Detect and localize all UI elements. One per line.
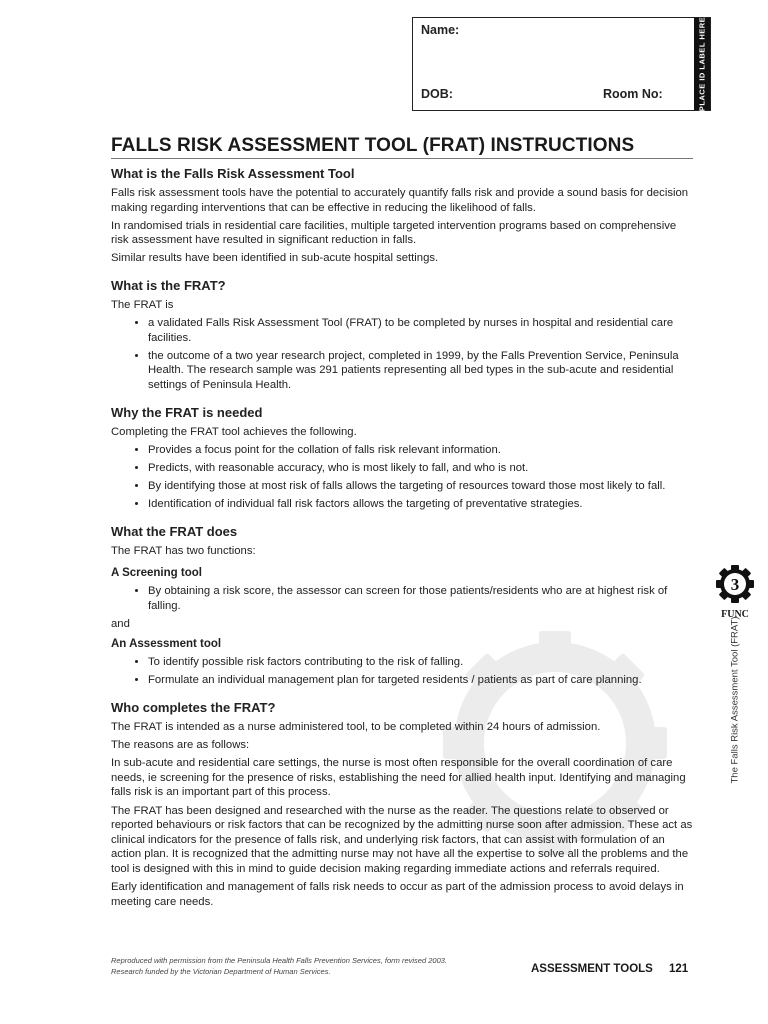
paragraph: The FRAT is intended as a nurse administered tool, to be completed within 24 hours of admission. [111,721,601,734]
list-item: • a validated Falls Risk Assessment Tool (FRAT) to be completed by nurses in hospital and residential care facilities. [148,316,695,345]
heading-screening-tool: A Screening tool [111,567,202,580]
list-item: • To identify possible risk factors contributing to the risk of falling. [148,655,695,670]
list-item: • the outcome of a two year research project, completed in 1999, by the Falls Prevention Service, Peninsula Health. The research sample was 291 patients representing all bed types in the sub-acute and residential settings of Peninsula Health. [148,349,695,393]
heading-assessment-tool: An Assessment tool [111,638,222,651]
bullet-list [111,584,695,613]
paragraph: Falls risk assessment tools have the potential to accurately quantify falls risk and provide a sound basis for decision making regarding interventions that can be effective in reducing the likelihood of falls. [111,187,689,214]
main-content [111,166,695,921]
section-why-needed [111,405,695,512]
paragraph: Similar results have been identified in sub-acute hospital settings. [111,252,439,265]
paragraph: In sub-acute and residential care settings, the nurse is most often responsible for the overall coordination of care needs, ie screening for the presence of risks, establishing the need for allied health input. Identifying and managing falls risk is an important part of this process. [111,757,686,799]
page-title: FALLS RISK ASSESSMENT TOOL (FRAT) INSTRUCTIONS [111,135,693,159]
page-number: 121 [669,963,689,975]
list-item: • Identification of individual fall risk factors allows the targeting of preventative strategies. [148,497,695,512]
paragraph: In randomised trials in residential care facilities, multiple targeted intervention programs based on comprehensive risk assessment have resulted in significant reduction in falls. [111,219,677,247]
heading-who-completes: Who completes the FRAT? [111,700,276,716]
footnote-line: Research funded by the Victorian Department of Human Services. [111,967,331,976]
intro-text: The FRAT is [111,298,174,311]
bullet-list [111,655,695,688]
paragraph: Early identification and management of falls risk needs to occur as part of the admission process to avoid delays in meeting care needs. [111,881,684,908]
section-who-completes [111,700,695,909]
intro-text: The FRAT has two functions: [111,544,256,557]
bullet-list [111,316,695,392]
heading-what-is-tool: What is the Falls Risk Assessment Tool [111,166,355,181]
intro-text: Completing the FRAT tool achieves the following. [111,425,357,438]
section-what-does [111,524,695,689]
func-badge [713,564,757,620]
paragraph: The reasons are as follows: [111,739,250,752]
heading-why-needed: Why the FRAT is needed [111,404,263,420]
footnote [111,955,447,977]
list-item: • By obtaining a risk score, the assessor can screen for those patients/residents who are at highest risk of falling. [148,584,695,613]
footer-section-title: ASSESSMENT TOOLS [531,963,653,975]
gear-badge-icon [713,564,757,604]
dob-label: DOB: [421,87,453,101]
footnote-line: Reproduced with permission from the Peninsula Health Falls Prevention Services, form revised 2003. [111,956,447,965]
badge-label: FUNC [721,609,749,620]
id-label-strip [694,18,710,110]
list-item: • Formulate an individual management plan for targeted residents / patients as part of care planning. [148,673,695,688]
bullet-list [111,443,695,512]
list-item: • By identifying those at most risk of falls allows the targeting of resources toward those most likely to fall. [148,479,695,494]
heading-what-does: What the FRAT does [111,523,238,539]
side-vertical-title: The Falls Risk Assessment Tool (FRAT) [729,616,741,784]
section-what-is-tool [111,166,695,266]
list-item: • Predicts, with reasonable accuracy, who is most likely to fall, and who is not. [148,461,695,476]
id-label-strip-text: PLACE ID LABEL HERE [697,16,707,112]
section-what-is-frat [111,278,695,393]
room-label: Room No: [603,87,663,101]
id-label-box [412,17,711,111]
list-item: • Provides a focus point for the collation of falls risk relevant information. [148,443,695,458]
badge-number: 3 [730,575,740,594]
and-text: and [111,617,130,630]
name-label: Name: [421,23,460,37]
paragraph: The FRAT has been designed and researched with the nurse as the reader. The questions relate to observed or reported behaviours or risk factors that can be recognized by the admitting nurse soon after admission. These act as clinical indicators for the presence of falls risk, and underlying risk factors, that can assist with formulation of an action plan. It is recognized that the admitting nurse may not have all the expertise to solve all the problems and the tool is designed with this in mind to guide decision making regarding immediate actions and referrals required. [111,804,693,875]
heading-what-is-frat: What is the FRAT? [111,277,226,293]
